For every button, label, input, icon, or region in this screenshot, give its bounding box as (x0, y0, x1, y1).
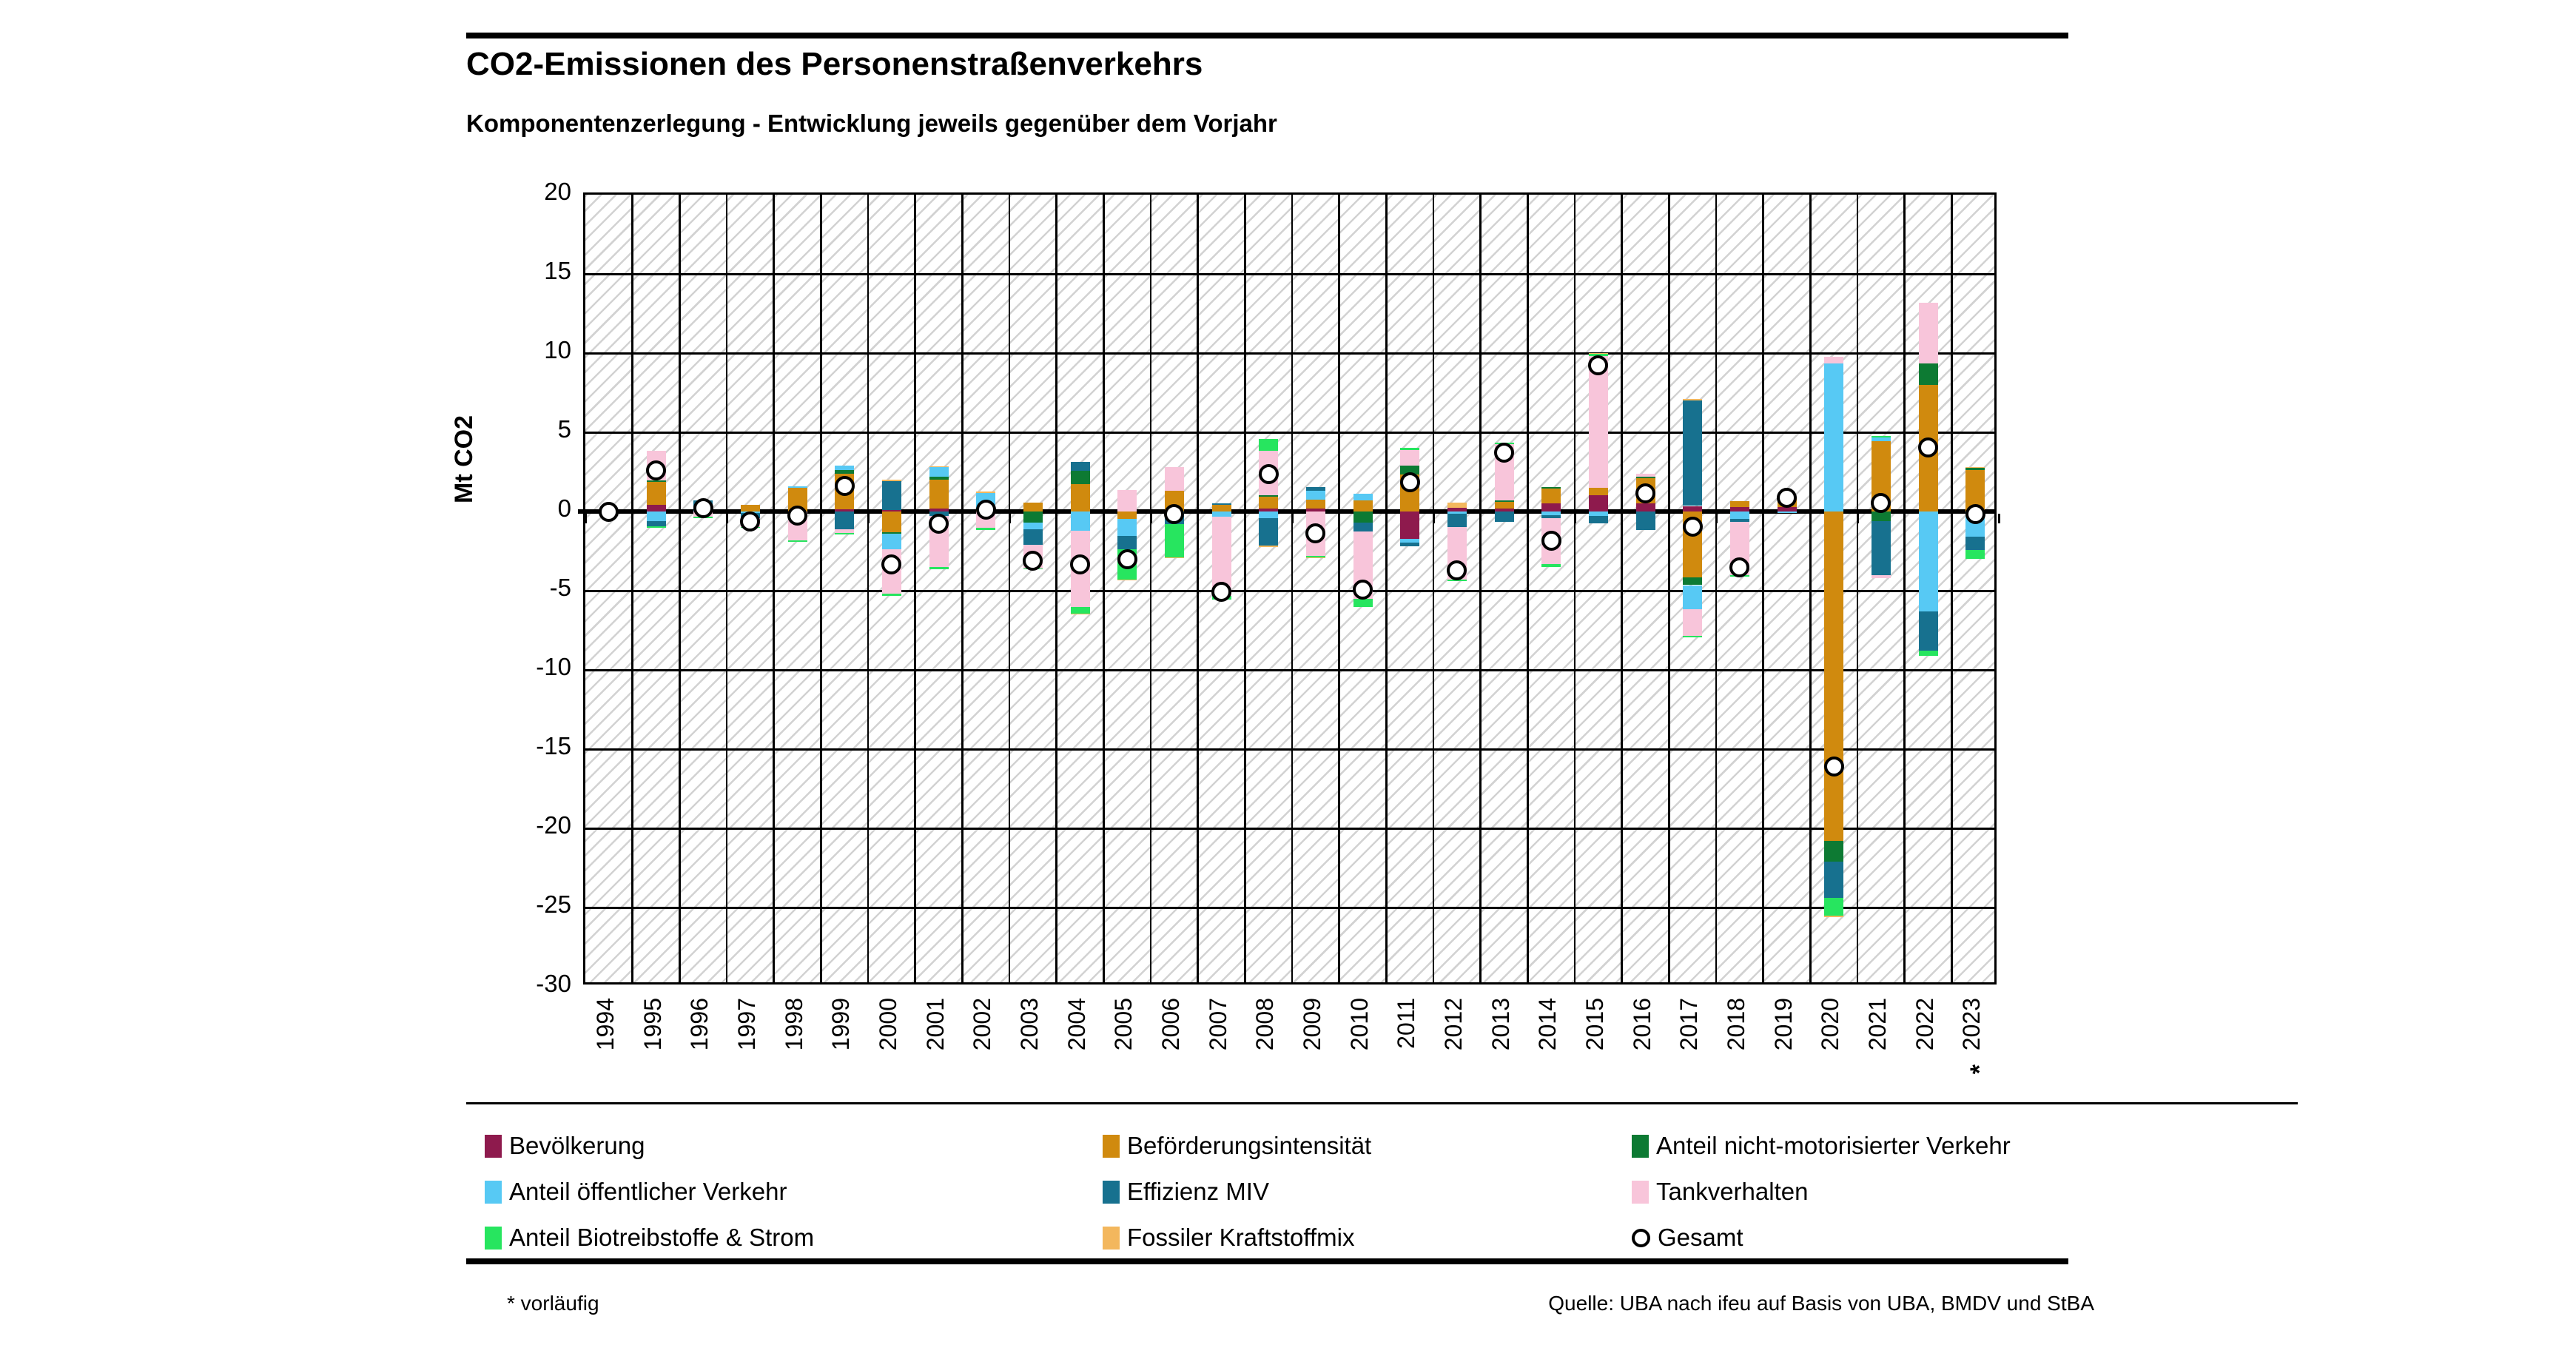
bar-segment-bio-2020 (1824, 898, 1843, 916)
gridline-v (1479, 195, 1482, 982)
bar-segment-bef-2003 (1023, 503, 1043, 511)
bar-segment-bio-1999 (835, 533, 854, 534)
legend-label-nmot: Anteil nicht-motorisierter Verkehr (1656, 1132, 2011, 1159)
gesamt-marker-2017 (1683, 517, 1703, 537)
bar-segment-eff-2008 (1259, 518, 1278, 546)
bar-segment-eff-2021 (1872, 521, 1891, 575)
legend-swatch-oeff (485, 1181, 502, 1204)
bar-segment-oeff-1995 (647, 511, 666, 521)
x-axis-tick (914, 514, 916, 523)
x-tick-label-2003: 2003 (1015, 998, 1043, 1051)
legend-top-rule (466, 1102, 2298, 1104)
y-tick-label: -20 (536, 811, 571, 839)
plot-area (583, 192, 1997, 985)
bar-segment-eff-2015 (1589, 516, 1608, 523)
y-tick-label: 10 (544, 336, 571, 363)
gridline-v (1668, 195, 1670, 982)
x-axis-tick (1762, 514, 1764, 523)
gesamt-marker-2015 (1588, 355, 1608, 375)
bar-segment-bef-2005 (1117, 511, 1137, 519)
x-axis-tick (1715, 514, 1718, 523)
bar-segment-nmot-2010 (1353, 511, 1373, 523)
gridline-v (1715, 195, 1718, 982)
gridline-v (1150, 195, 1152, 982)
bar-segment-foss-2012 (1447, 503, 1467, 507)
bar-segment-bio-2001 (929, 567, 949, 569)
bar-segment-bev-2014 (1541, 503, 1561, 511)
bar-segment-bio-2006 (1165, 524, 1184, 557)
bar-segment-oeff-2004 (1071, 511, 1090, 531)
y-tick-label: 0 (557, 494, 571, 522)
x-tick-label-2020: 2020 (1817, 998, 1844, 1051)
x-axis-tick (1055, 514, 1057, 523)
legend-item-bef (1103, 1130, 1371, 1162)
bar-segment-oeff-2001 (929, 467, 949, 477)
gesamt-marker-2021 (1871, 493, 1891, 513)
gridline-h (585, 352, 1994, 355)
gridline-v (1903, 195, 1906, 982)
x-axis-tick (1385, 514, 1388, 523)
x-tick-label-2023: 2023 (1958, 998, 1985, 1051)
x-axis-tick (867, 514, 870, 523)
legend-swatch-tank (1632, 1181, 1649, 1204)
gridline-h (585, 273, 1994, 275)
bar-segment-foss-2008 (1259, 546, 1278, 547)
gesamt-marker-1997 (740, 511, 760, 531)
bar-segment-nmot-2001 (929, 477, 949, 480)
bar-segment-eff-2012 (1447, 514, 1467, 527)
gridline-h (585, 590, 1994, 592)
gesamt-marker-2020 (1824, 757, 1844, 777)
chart-subtitle: Komponentenzerlegung - Entwicklung jeweils gegenüber dem Vorjahr (466, 110, 1277, 137)
x-tick-label-2015: 2015 (1581, 998, 1608, 1051)
gesamt-marker-2008 (1259, 464, 1279, 484)
x-tick-label-2014: 2014 (1534, 998, 1561, 1051)
gridline-v (1809, 195, 1812, 982)
bar-segment-eff-1999 (835, 511, 854, 529)
x-axis-tick (961, 514, 964, 523)
bar-segment-tank-2011 (1400, 450, 1419, 466)
gridline-v (1762, 195, 1764, 982)
bar-segment-nmot-2008 (1259, 495, 1278, 497)
x-tick-label-2009: 2009 (1298, 998, 1325, 1051)
legend-swatch-bio (485, 1227, 502, 1250)
x-tick-label-2011: 2011 (1393, 998, 1420, 1049)
gridline-v (679, 195, 681, 982)
legend-label-bef: Beförderungsintensität (1127, 1132, 1372, 1159)
gridline-v (1103, 195, 1105, 982)
source-credit: Quelle: UBA nach ifeu auf Basis von UBA, BMDV und StBA (1548, 1292, 2094, 1315)
bar-segment-nmot-2016 (1636, 477, 1655, 478)
x-axis-tick (1903, 514, 1906, 523)
bar-segment-foss-2015 (1589, 353, 1608, 354)
gesamt-marker-1996 (693, 498, 713, 518)
x-tick-label-2007: 2007 (1204, 998, 1231, 1051)
bar-segment-bio-2008 (1259, 439, 1278, 451)
x-axis-tick (1857, 514, 1859, 523)
x-axis-tick (1951, 514, 1953, 523)
x-tick-label-1996: 1996 (686, 998, 713, 1051)
y-tick-label: -30 (536, 970, 571, 997)
gesamt-marker-1994 (599, 502, 619, 522)
legend-swatch-foss (1103, 1227, 1120, 1250)
y-tick-label: -10 (536, 653, 571, 680)
gesamt-marker-2003 (1023, 551, 1043, 571)
bar-segment-foss-2009 (1306, 557, 1325, 558)
bar-segment-eff-2000 (882, 481, 901, 510)
bar-segment-oeff-2019 (1778, 511, 1797, 513)
x-tick-label-2002: 2002 (969, 998, 996, 1051)
bar-segment-eff-2020 (1824, 862, 1843, 898)
bar-segment-tank-2006 (1165, 467, 1184, 491)
x-axis-tick (1574, 514, 1576, 523)
legend-label-oeff: Anteil öffentlicher Verkehr (509, 1178, 787, 1205)
bar-segment-bef-2015 (1589, 488, 1608, 495)
bar-segment-eff-2022 (1919, 611, 1938, 651)
gridline-v (726, 195, 728, 982)
legend-swatch-nmot (1632, 1135, 1649, 1158)
bar-segment-oeff-2022 (1919, 511, 1938, 611)
bar-segment-bef-2018 (1730, 501, 1749, 506)
x-axis-tick (1244, 514, 1246, 523)
legend-item-bev (485, 1130, 645, 1162)
bar-segment-bef-2009 (1306, 500, 1325, 509)
bar-segment-eff-2007 (1212, 503, 1231, 505)
x-tick-label-2001: 2001 (921, 998, 949, 1051)
bar-segment-foss-2006 (1165, 557, 1184, 558)
bar-segment-bio-1995 (647, 526, 666, 528)
x-tick-label-1999: 1999 (827, 998, 855, 1051)
x-tick-label-1997: 1997 (733, 998, 760, 1051)
gesamt-marker-2014 (1541, 531, 1561, 551)
gridline-v (773, 195, 775, 982)
bar-segment-bio-2004 (1071, 607, 1090, 614)
x-axis-tick (1998, 514, 2000, 523)
bar-segment-nmot-1999 (835, 470, 854, 473)
legend-label-tank: Tankverhalten (1656, 1178, 1809, 1205)
bar-segment-bef-2001 (929, 480, 949, 509)
gridline-v (1621, 195, 1623, 982)
bar-segment-bev-2017 (1683, 506, 1702, 511)
bar-segment-eff-2013 (1495, 511, 1514, 522)
gesamt-marker-1998 (787, 506, 807, 526)
bar-segment-oeff-1999 (835, 466, 854, 470)
y-tick-label: 15 (544, 257, 571, 284)
x-tick-label-2018: 2018 (1722, 998, 1749, 1051)
bar-segment-bio-1998 (788, 540, 807, 542)
legend-label-foss: Fossiler Kraftstoffmix (1127, 1224, 1355, 1251)
gridline-h (585, 432, 1994, 434)
bar-segment-nmot-2013 (1495, 500, 1514, 502)
x-tick-label-2017: 2017 (1675, 998, 1703, 1051)
gesamt-marker-2006 (1164, 504, 1184, 524)
x-tick-label-2016: 2016 (1628, 998, 1655, 1051)
gridline-h (585, 669, 1994, 671)
gesamt-marker-2007 (1211, 582, 1231, 602)
top-rule (466, 33, 2068, 38)
legend-item-oeff (485, 1175, 787, 1208)
bar-segment-foss-2017 (1683, 399, 1702, 400)
gesamt-marker-2016 (1635, 483, 1655, 503)
bar-segment-bef-1995 (647, 482, 666, 505)
bar-segment-bef-2020 (1824, 511, 1843, 841)
bar-segment-nmot-2021 (1872, 511, 1891, 521)
preliminary-asterisk: * (1965, 1064, 1994, 1075)
gesamt-marker-2023 (1965, 504, 1985, 524)
bar-segment-bio-2011 (1400, 448, 1419, 449)
gridline-v (961, 195, 964, 982)
x-tick-label-2010: 2010 (1345, 998, 1373, 1051)
bar-segment-bev-1995 (647, 505, 666, 511)
bar-segment-oeff-2003 (1023, 523, 1043, 529)
bar-segment-eff-2005 (1117, 536, 1137, 549)
x-tick-label-2006: 2006 (1157, 998, 1184, 1051)
x-axis-tick (1621, 514, 1623, 523)
bar-segment-bef-2014 (1541, 489, 1561, 503)
x-tick-label-2022: 2022 (1911, 998, 1938, 1051)
x-axis-tick (585, 514, 587, 523)
x-axis-tick (1809, 514, 1812, 523)
bar-segment-bev-2015 (1589, 495, 1608, 511)
bar-segment-eff-2017 (1683, 400, 1702, 506)
gridline-v (1055, 195, 1057, 982)
bar-segment-tank-2020 (1824, 357, 1843, 363)
bar-segment-bio-2010 (1353, 599, 1373, 608)
gridline-v (1338, 195, 1340, 982)
legend-label-gesamt: Gesamt (1658, 1224, 1743, 1251)
legend-item-foss (1103, 1221, 1354, 1254)
x-axis-tick (631, 514, 633, 523)
x-tick-label-2004: 2004 (1063, 998, 1090, 1051)
gesamt-circle-icon (1632, 1229, 1650, 1247)
bar-segment-eff-2016 (1636, 511, 1655, 530)
bar-segment-foss-2001 (929, 466, 949, 467)
legend-label-bio: Anteil Biotreibstoffe & Strom (509, 1224, 815, 1251)
bar-segment-eff-1995 (647, 521, 666, 526)
bar-segment-bio-2002 (976, 528, 995, 529)
bar-segment-tank-2016 (1636, 474, 1655, 477)
x-axis-tick (1668, 514, 1670, 523)
bar-segment-nmot-2014 (1541, 487, 1561, 489)
x-tick-label-2008: 2008 (1251, 998, 1279, 1051)
bar-segment-nmot-2020 (1824, 841, 1843, 862)
legend-item-eff (1103, 1175, 1269, 1208)
legend-swatch-eff (1103, 1181, 1120, 1204)
bar-segment-oeff-2008 (1259, 511, 1278, 518)
bar-segment-oeff-2017 (1683, 586, 1702, 609)
bar-segment-nmot-2004 (1071, 471, 1090, 483)
legend (466, 1124, 2068, 1255)
legend-item-tank (1632, 1175, 1808, 1208)
bar-segment-eff-2010 (1353, 523, 1373, 531)
x-axis-tick (726, 514, 728, 523)
gesamt-marker-2011 (1400, 472, 1420, 492)
bar-segment-oeff-2009 (1306, 491, 1325, 500)
bar-segment-bio-2000 (882, 594, 901, 596)
bar-segment-bio-2022 (1919, 651, 1938, 655)
bar-segment-eff-2023 (1965, 537, 1985, 550)
y-tick-label: 5 (557, 415, 571, 443)
y-tick-label: -25 (536, 890, 571, 918)
bar-segment-tank-2021 (1872, 575, 1891, 578)
bar-segment-eff-2009 (1306, 487, 1325, 491)
bar-segment-oeff-2000 (882, 534, 901, 549)
x-axis-tick (1103, 514, 1105, 523)
x-axis-tick (1150, 514, 1152, 523)
bar-segment-bef-2000 (882, 511, 901, 532)
gridline-v (1197, 195, 1199, 982)
x-axis-tick (1291, 514, 1294, 523)
gridline-v (820, 195, 822, 982)
x-axis-tick (820, 514, 822, 523)
legend-swatch-bef (1103, 1135, 1120, 1158)
bar-segment-tank-2022 (1919, 303, 1938, 363)
gridline-v (1527, 195, 1529, 982)
x-tick-label-2021: 2021 (1863, 998, 1891, 1051)
bar-segment-nmot-2023 (1965, 468, 1985, 470)
gridline-h (585, 828, 1994, 830)
bar-segment-nmot-2003 (1023, 511, 1043, 523)
gridline-h (585, 907, 1994, 909)
chart-title: CO2-Emissionen des Personenstraßenverkehrs (466, 46, 1203, 82)
bar-segment-bev-2016 (1636, 503, 1655, 511)
y-axis-title: Mt CO2 (450, 415, 478, 503)
bar-segment-bio-2014 (1541, 564, 1561, 567)
gridline-v (1385, 195, 1388, 982)
gridline-v (914, 195, 916, 982)
gridline-v (1433, 195, 1435, 982)
bar-segment-oeff-2018 (1730, 511, 1749, 519)
gridline-v (1009, 195, 1011, 982)
x-axis-tick (1479, 514, 1482, 523)
bar-segment-oeff-2005 (1117, 519, 1137, 537)
y-axis-tick-labels (450, 178, 571, 997)
x-tick-label-2000: 2000 (874, 998, 901, 1051)
bar-segment-oeff-1998 (788, 486, 807, 488)
gesamt-marker-2012 (1447, 560, 1467, 580)
gridline-h (585, 748, 1994, 751)
bar-segment-tank-2017 (1683, 609, 1702, 636)
x-axis-tick (1433, 514, 1435, 523)
x-axis-tick (1527, 514, 1529, 523)
gridline-v (1244, 195, 1246, 982)
bar-segment-tank-2015 (1589, 356, 1608, 488)
y-tick-label: 20 (544, 178, 571, 205)
legend-item-bio (485, 1221, 814, 1254)
gesamt-marker-2004 (1070, 554, 1090, 574)
bar-segment-bef-2007 (1212, 505, 1231, 511)
bar-segment-bio-2017 (1683, 636, 1702, 637)
bar-segment-bef-2008 (1259, 497, 1278, 509)
x-axis-tick (1197, 514, 1199, 523)
x-tick-label-2005: 2005 (1110, 998, 1137, 1051)
bar-segment-foss-2002 (976, 492, 995, 493)
bar-segment-eff-2011 (1400, 543, 1419, 546)
bar-segment-nmot-2022 (1919, 363, 1938, 385)
bar-segment-foss-2000 (882, 480, 901, 481)
x-axis-tick-labels (583, 998, 1997, 1079)
gridline-v (631, 195, 633, 982)
legend-label-eff: Effizienz MIV (1127, 1178, 1269, 1205)
gesamt-marker-2002 (976, 500, 996, 520)
gesamt-marker-2005 (1117, 549, 1137, 569)
gridline-v (1857, 195, 1859, 982)
gesamt-marker-2022 (1918, 437, 1938, 457)
bar-segment-eff-2004 (1071, 462, 1090, 472)
bar-segment-oeff-2021 (1872, 437, 1891, 440)
x-tick-label-2013: 2013 (1487, 998, 1514, 1051)
x-axis-tick (1338, 514, 1340, 523)
x-tick-label-1998: 1998 (780, 998, 807, 1051)
bar-segment-bev-2011 (1400, 511, 1419, 539)
x-tick-label-2012: 2012 (1439, 998, 1467, 1051)
bar-segment-foss-2020 (1824, 916, 1843, 917)
y-tick-label: -15 (536, 732, 571, 759)
legend-label-bev: Bevölkerung (509, 1132, 645, 1159)
bar-segment-foss-2023 (1965, 467, 1985, 468)
bar-segment-bef-1997 (741, 505, 760, 511)
gridline-v (1951, 195, 1953, 982)
bar-segment-bef-2004 (1071, 484, 1090, 511)
bar-segment-bef-2010 (1353, 500, 1373, 511)
bar-segment-nmot-2017 (1683, 577, 1702, 586)
bar-segment-bio-2023 (1965, 550, 1985, 559)
x-tick-label-1995: 1995 (639, 998, 666, 1051)
bar-segment-bio-2021 (1872, 436, 1891, 437)
bar-segment-eff-2003 (1023, 529, 1043, 545)
bar-segment-tank-2005 (1117, 490, 1137, 511)
bar-segment-oeff-2007 (1212, 511, 1231, 517)
gesamt-marker-1999 (835, 476, 855, 496)
x-axis-tick (679, 514, 681, 523)
gridline-v (867, 195, 870, 982)
footnote: * vorläufig (507, 1292, 599, 1315)
gesamt-marker-2001 (929, 514, 949, 534)
gesamt-marker-1995 (646, 460, 666, 480)
y-tick-label: -5 (549, 574, 571, 601)
bar-segment-oeff-2010 (1353, 494, 1373, 500)
x-axis-tick (1009, 514, 1011, 523)
gridline-v (1291, 195, 1294, 982)
legend-bottom-rule (466, 1258, 2068, 1264)
bar-segment-oeff-2020 (1824, 363, 1843, 511)
x-axis-tick (773, 514, 775, 523)
x-tick-label-2019: 2019 (1769, 998, 1797, 1051)
legend-item-nmot (1632, 1130, 2011, 1162)
gridline-v (1574, 195, 1576, 982)
bar-segment-nmot-1995 (647, 480, 666, 482)
bar-segment-bef-2013 (1495, 502, 1514, 509)
legend-swatch-bev (485, 1135, 502, 1158)
legend-item-gesamt (1632, 1221, 1743, 1254)
x-tick-label-1994: 1994 (591, 998, 619, 1051)
